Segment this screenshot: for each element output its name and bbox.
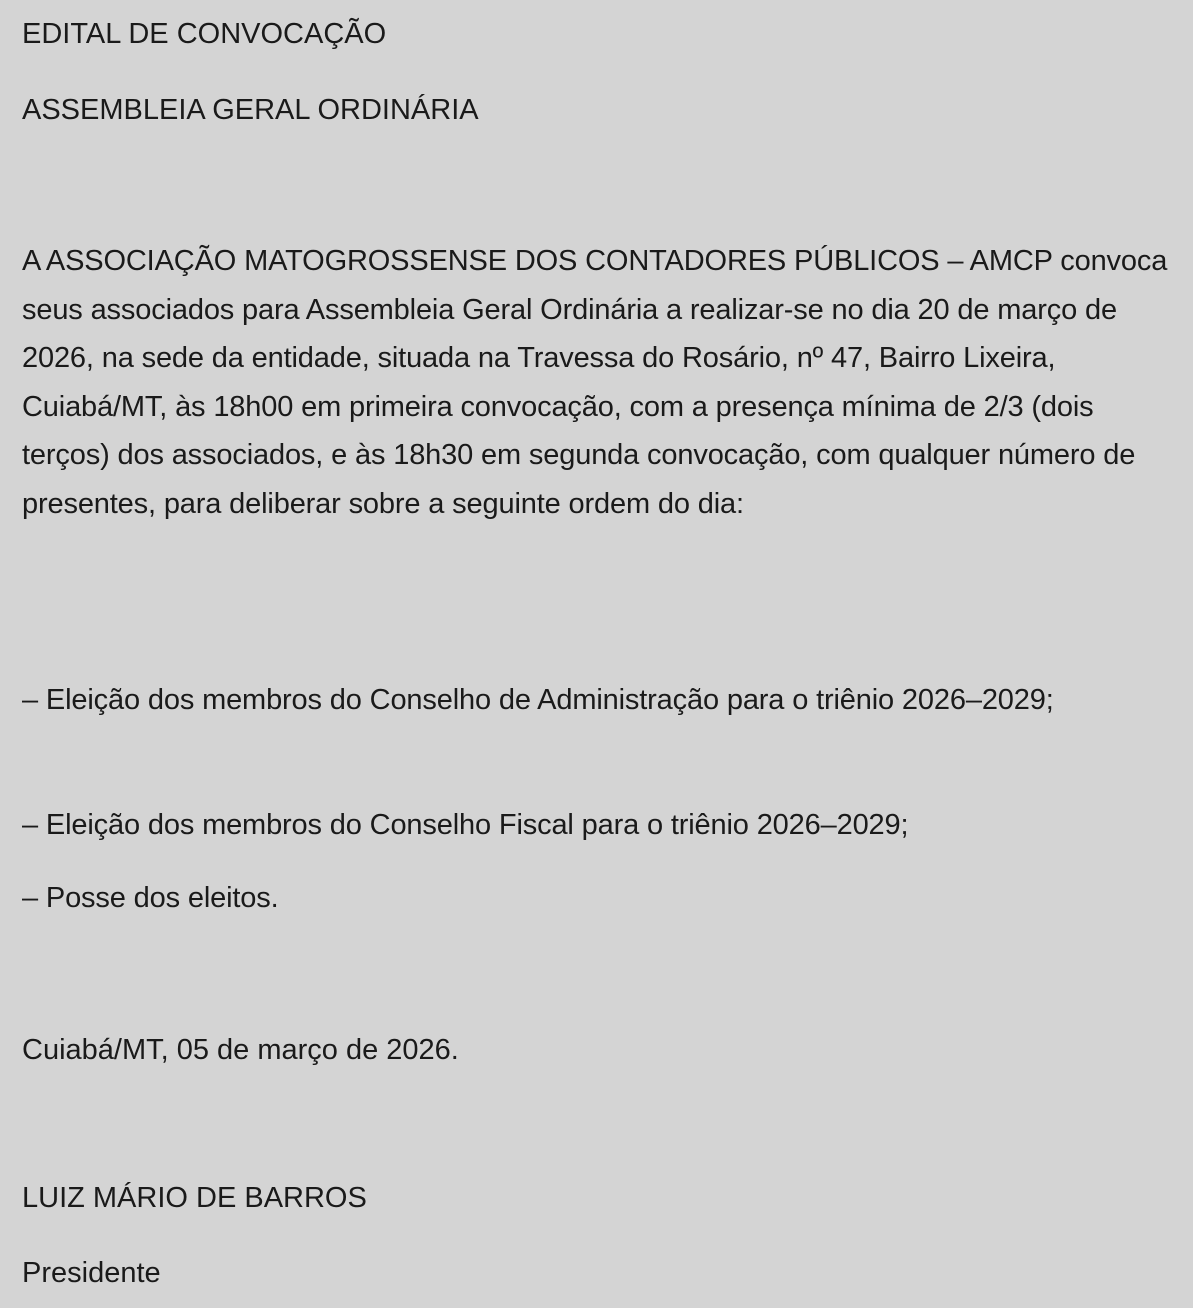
document-title: EDITAL DE CONVOCAÇÃO xyxy=(22,18,387,50)
agenda-item-3: – Posse dos eleitos. xyxy=(22,882,279,914)
convocation-paragraph: A ASSOCIAÇÃO MATOGROSSENSE DOS CONTADORES PÚBLICOS – AMCP convoca seus associados para Assembleia Geral Ordinária a realizar-se no dia 20 de março de 2026, na sede da entidade, situada na Travessa do Rosário, nº 47, Bairro Lixeira, Cuiabá/MT, às 18h00 em primeira convocação, com a presença mínima de 2/3 (dois terços) dos associados, e às 18h30 em segunda convocação, com qualquer número de presentes, para deliberar sobre a seguinte ordem do dia: xyxy=(22,245,1168,520)
agenda-item-1: – Eleição dos membros do Conselho de Administração para o triênio 2026–2029; xyxy=(22,684,1054,716)
document-subtitle: ASSEMBLEIA GERAL ORDINÁRIA xyxy=(22,94,479,126)
agenda-item-2: – Eleição dos membros do Conselho Fiscal para o triênio 2026–2029; xyxy=(22,809,909,841)
place-date: Cuiabá/MT, 05 de março de 2026. xyxy=(22,1034,459,1066)
signer-name: LUIZ MÁRIO DE BARROS xyxy=(22,1182,367,1214)
signer-role: Presidente xyxy=(22,1257,161,1289)
